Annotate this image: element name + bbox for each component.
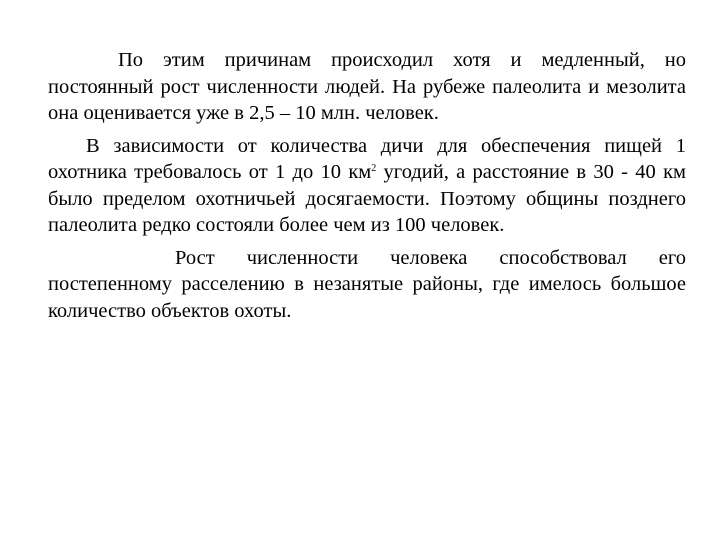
paragraph-hunting-grounds-text-end: угодий, а расстояние в 30 - 40 км было пределом охотничьей досягаемости. Поэтому общины позднего палеолита редко состояли более чем из 100 человек. [48,161,687,236]
paragraph-hunting-grounds [48,133,686,239]
paragraph-hunting-grounds-text-start: В зависимости от количества дичи для обеспечения пищей 1 охотника требовалось от 1 до 10 км [48,134,686,183]
paragraph-settlement: Рост численности человека способствовал его постепенному расселению в незанятые районы, где имелось большое количество объектов охоты. [48,246,686,322]
text-body [48,47,686,324]
paragraph-population-growth: По этим причинам происходил хотя и медленный, но постоянный рост численности людей. На рубеже палеолита и мезолита она оценивается уже в 2,5 – 10 млн. человек. [48,49,686,124]
superscript-square: 2 [371,163,377,174]
